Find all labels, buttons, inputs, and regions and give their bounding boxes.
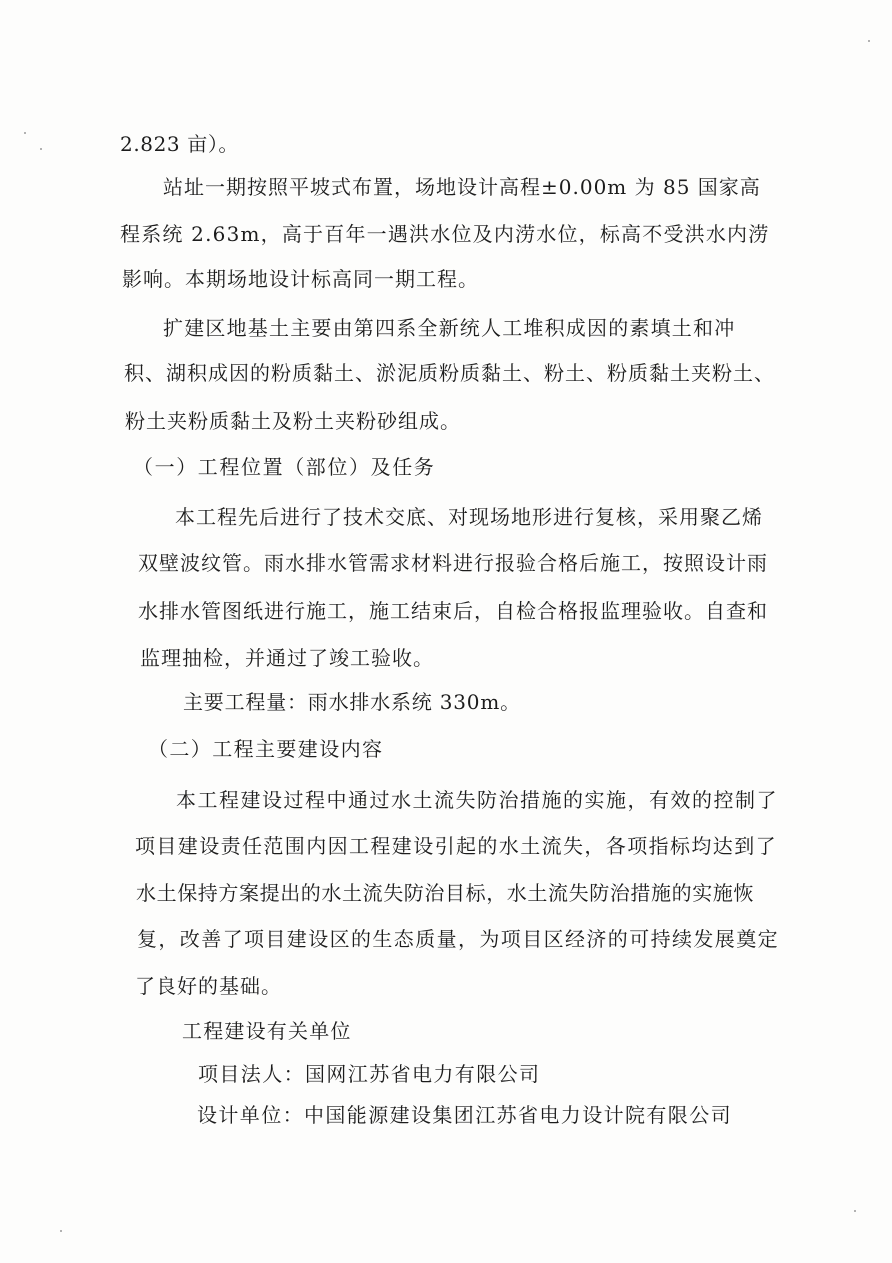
text-line: 设计单位：中国能源建设集团江苏省电力设计院有限公司 [197, 1103, 732, 1127]
text-line: 水土保持方案提出的水土流失防治目标，水土流失防治措施的实施恢 [136, 881, 754, 905]
scan-speck [868, 40, 870, 42]
section-heading: （一）工程位置（部位）及任务 [133, 455, 436, 479]
text-line: 复，改善了项目建设区的生态质量，为项目区经济的可持续发展奠定 [137, 927, 779, 951]
text-line: 监理抽检，并通过了竣工验收。 [140, 646, 434, 670]
text-line: 双壁波纹管。雨水排水管需求材料进行报验合格后施工，按照设计雨 [138, 551, 768, 575]
text-line: 项目建设责任范围内因工程建设引起的水土流失，各项指标均达到了 [135, 834, 777, 858]
text-line: 2.823 亩）。 [120, 132, 240, 156]
text-line: 主要工程量：雨水排水系统 330m。 [183, 690, 521, 714]
text-line: 水排水管图纸进行施工，施工结束后，自检合格报监理验收。自查和 [138, 599, 768, 623]
text-line: 项目法人：国网江苏省电力有限公司 [198, 1062, 541, 1086]
text-line: 粉土夹粉质黏土及粉土夹粉砂组成。 [125, 409, 461, 433]
scan-speck [24, 132, 26, 134]
subheading: 工程建设有关单位 [182, 1019, 352, 1043]
text-line: 扩建区地基土主要由第四系全新统人工堆积成因的素填土和冲 [163, 316, 736, 340]
text-line: 本工程建设过程中通过水土流失防治措施的实施，有效的控制了 [176, 788, 778, 812]
scan-speck [854, 1210, 856, 1212]
text-line: 影响。本期场地设计标高同一期工程。 [122, 267, 479, 291]
text-line: 积、湖积成因的粉质黏土、淤泥质粉质黏土、粉土、粉质黏土夹粉土、 [124, 361, 775, 385]
section-heading: （二）工程主要建设内容 [148, 737, 384, 761]
text-line: 本工程先后进行了技术交底、对现场地形进行复核，采用聚乙烯 [175, 505, 763, 529]
scan-speck [60, 1230, 62, 1232]
scan-speck [40, 148, 42, 150]
text-line: 站址一期按照平坡式布置，场地设计高程±0.00m 为 85 国家高 [163, 175, 761, 199]
text-line: 了良好的基础。 [135, 974, 282, 998]
text-line: 程系统 2.63m，高于百年一遇洪水位及内涝水位，标高不受洪水内涝 [120, 222, 770, 246]
